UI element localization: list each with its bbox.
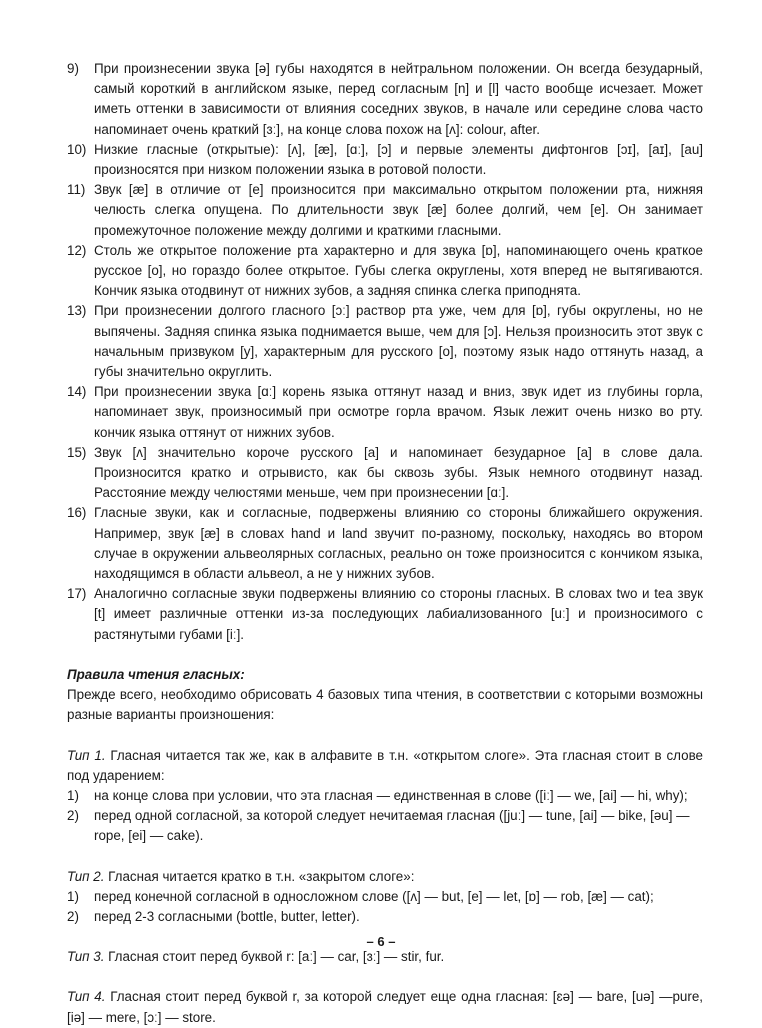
type-description: Гласная читается кратко в т.н. «закрытом слоге»:: [104, 868, 415, 884]
type-label: Тип 4.: [67, 989, 106, 1005]
list-item: [67, 443, 703, 504]
list-item: [67, 584, 703, 645]
item-number: 12): [67, 242, 87, 258]
item-text: перед конечной согласной в односложном слове ([ʌ] — but, [e] — let, [ɒ] — rob, [æ] — cat);: [94, 888, 654, 904]
item-text: Гласные звуки, как и согласные, подвержены влиянию со стороны ближайшего окружения. Например, звук [æ] в словах hand и land звучит по-разному, поскольку, находясь во втором случае в окружении альвеолярных согласных, реально он тоже произносится с кончиком языка, находящимся в области альвеол, а не у нижних зубов.: [94, 505, 703, 582]
list-item: [67, 503, 703, 584]
item-text: Столь же открытое положение рта характерно и для звука [ɒ], напоминающего очень краткое русское [о], но гораздо более открытое. Губы слегка округлены, хотя вперед не вытягиваются. Кончик языка отодвинут от нижних зубов, а задняя спинка слегка приподнята.: [94, 242, 703, 299]
item-text: перед 2-3 согласными (bottle, butter, letter).: [94, 908, 360, 924]
list-item: [67, 907, 703, 927]
item-text: перед одной согласной, за которой следует нечитаемая гласная ([juː] — tune, [ai] — bike, [əu] — rope, [ei] — cake).: [94, 808, 690, 844]
intro-paragraph: Прежде всего, необходимо обрисовать 4 базовых типа чтения, в соответствии с которыми возможны разные варианты произношения:: [67, 687, 703, 723]
reading-type-1: [67, 746, 703, 847]
item-number: 9): [67, 61, 79, 76]
item-number: 13): [67, 303, 87, 319]
reading-type-4: [67, 987, 703, 1027]
list-item: [67, 786, 703, 806]
item-text: Звук [æ] в отличие от [e] произносится при максимально открытом положении рта, нижняя челюсть слегка опущена. По длительности звук [æ] более долгий, чем [e]. Он занимает промежуточное положение между долгими и краткими гласными.: [94, 182, 703, 238]
item-number: 10): [67, 141, 87, 157]
item-number: 2): [67, 908, 79, 924]
item-number: 14): [67, 384, 87, 400]
page-number: – 6 –: [366, 934, 396, 949]
item-text: Звук [ʌ] значительно короче русского [а] и напоминает безударное [а] в слове дала. Произносится кратко и отрывисто, как бы сквозь зубы. Язык немного отодвинут назад. Расстояние между челюстями меньше, чем при произнесении [ɑː].: [94, 444, 703, 501]
item-text: на конце слова при условии, что эта гласная — единственная в слове ([iː] — we, [ai] — hi, why);: [94, 787, 688, 803]
list-item: [67, 59, 703, 140]
item-text: При произнесении долгого гласного [ɔː] раствор рта уже, чем для [ɒ], губы округлены, но не выпячены. Задняя спинка языка поднимается выше, чем для [ɔ]. Нельзя произносить этот звук с начальным призвуком [у], характерным для русского [о], поэтому язык надо оттянуть назад, а губы значительно округлить.: [94, 303, 703, 380]
list-item: [67, 887, 703, 907]
item-text: При произнесении звука [ə] губы находятся в нейтральном положении. Он всегда безударный, самый короткий в английском языке, перед согласным [n] и [l] часто вообще исчезает. Может иметь оттенки в зависимости от влияния соседних звуков, в начале или середине слова часто напоминает очень краткий [ɜː], на конце слова похож на [ʌ]: colour, after.: [94, 61, 703, 137]
list-item: [67, 180, 703, 241]
item-text: Низкие гласные (открытые): [ʌ], [æ], [ɑː], [ɔ] и первые элементы дифтонгов [ɔɪ], [aɪ], [au] произносятся при низком положении языка в ротовой полости.: [94, 141, 703, 178]
item-number: 2): [67, 808, 79, 824]
type-description: Гласная стоит перед буквой r: [aː] — car, [ɜː] — stir, fur.: [104, 949, 445, 965]
page-content: [67, 59, 703, 1028]
item-number: 15): [67, 444, 87, 460]
section-title: Правила чтения гласных:: [67, 666, 245, 682]
type-label: Тип 2.: [67, 868, 105, 884]
type-label: Тип 1.: [67, 747, 106, 763]
type-2-list: [67, 887, 703, 927]
item-number: 1): [67, 787, 79, 803]
type-description: Гласная стоит перед буквой r, за которой следует еще одна гласная: [ɛə] — bare, [uə] —pure, [iə] — mere, [ɔː] — store.: [67, 989, 703, 1025]
type-1-list: [67, 786, 703, 847]
item-text: При произнесении звука [ɑː] корень языка оттянут назад и вниз, звук идет из глубины горла, напоминает звук, произносимый при осмотре горла врачом. Язык лежит очень низко во рту. кончик языка оттянут от нижних зубов.: [94, 384, 703, 440]
item-number: 16): [67, 505, 87, 521]
item-number: 1): [67, 888, 79, 904]
item-number: 11): [67, 182, 86, 198]
item-text: Аналогично согласные звуки подвержены влиянию со стороны гласных. В словах two и tea звук [t] имеет различные оттенки из-за последующих лабиализованного [uː] и произносимого с растянутыми губами [iː].: [94, 586, 703, 642]
phonetics-points-list: [67, 59, 703, 645]
list-item: [67, 140, 703, 180]
type-label: Тип 3.: [67, 949, 105, 965]
list-item: [67, 806, 703, 846]
list-item: [67, 382, 703, 443]
reading-type-2: [67, 867, 703, 928]
list-item: [67, 241, 703, 302]
type-description: Гласная читается так же, как в алфавите в т.н. «открытом слоге». Эта гласная стоит в слове под ударением:: [67, 747, 703, 783]
list-item: [67, 301, 703, 382]
item-number: 17): [67, 586, 87, 602]
